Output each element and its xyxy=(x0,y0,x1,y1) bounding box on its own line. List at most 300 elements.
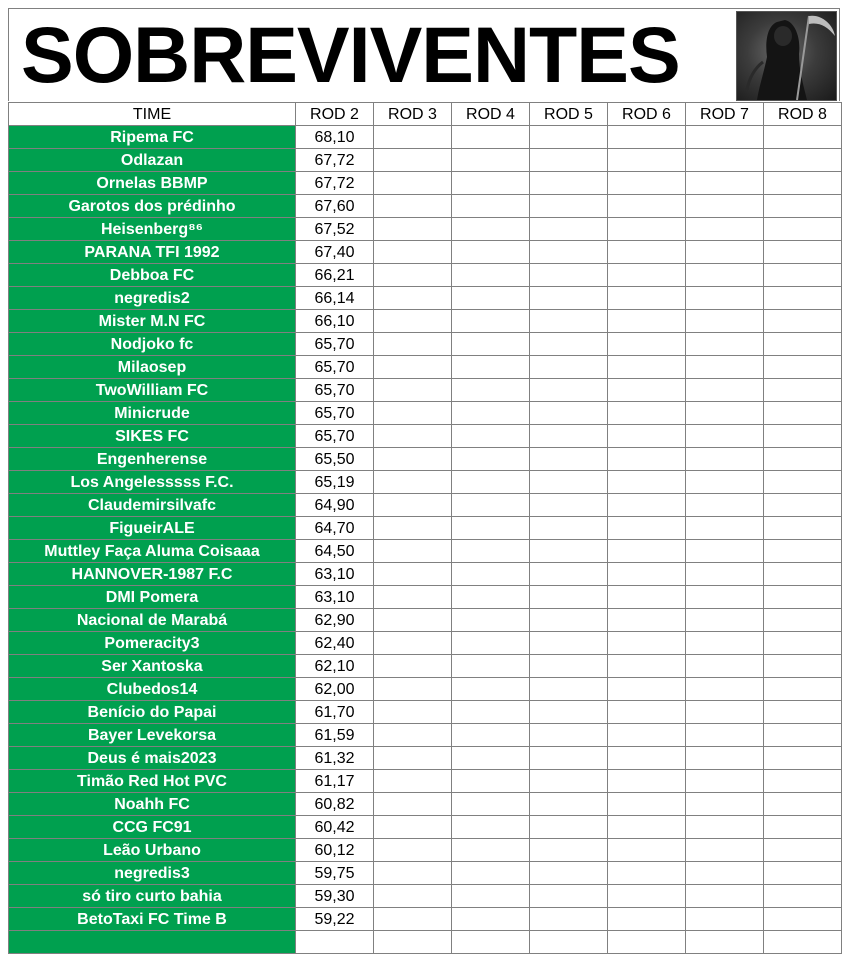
rod7-score-cell[interactable] xyxy=(686,241,764,264)
team-name-cell[interactable]: Engenherense xyxy=(9,448,296,471)
team-name-cell[interactable]: Pomeracity3 xyxy=(9,632,296,655)
rod6-score-cell[interactable] xyxy=(608,310,686,333)
rod4-score-cell[interactable] xyxy=(452,632,530,655)
rod5-score-cell[interactable] xyxy=(530,218,608,241)
rod8-score-cell[interactable] xyxy=(764,333,842,356)
rod4-score-cell[interactable] xyxy=(452,126,530,149)
rod3-score-cell[interactable] xyxy=(374,195,452,218)
team-name-cell[interactable]: TwoWilliam FC xyxy=(9,379,296,402)
rod8-score-cell[interactable] xyxy=(764,632,842,655)
rod2-score-cell[interactable]: 65,70 xyxy=(296,402,374,425)
team-name-cell[interactable]: Nodjoko fc xyxy=(9,333,296,356)
rod6-score-cell[interactable] xyxy=(608,402,686,425)
rod5-score-cell[interactable] xyxy=(530,494,608,517)
team-name-cell[interactable]: Bayer Levekorsa xyxy=(9,724,296,747)
rod2-score-cell[interactable]: 64,90 xyxy=(296,494,374,517)
team-name-cell[interactable]: SIKES FC xyxy=(9,425,296,448)
rod5-score-cell[interactable] xyxy=(530,356,608,379)
rod6-score-cell[interactable] xyxy=(608,425,686,448)
table-row xyxy=(9,356,842,379)
rod3-score-cell[interactable] xyxy=(374,471,452,494)
rod5-score-cell[interactable] xyxy=(530,310,608,333)
rod4-score-cell[interactable] xyxy=(452,241,530,264)
rod7-score-cell[interactable] xyxy=(686,379,764,402)
rod8-score-cell[interactable] xyxy=(764,126,842,149)
rod6-score-cell[interactable] xyxy=(608,724,686,747)
rod2-score-cell[interactable]: 64,50 xyxy=(296,540,374,563)
rod5-score-cell[interactable] xyxy=(530,862,608,885)
rod4-score-cell[interactable] xyxy=(452,747,530,770)
rod2-score-cell[interactable]: 66,14 xyxy=(296,287,374,310)
team-name-cell[interactable]: Debboa FC xyxy=(9,264,296,287)
team-name-cell[interactable]: Los Angelesssss F.C. xyxy=(9,471,296,494)
rod5-score-cell[interactable] xyxy=(530,632,608,655)
rod4-score-cell[interactable] xyxy=(452,264,530,287)
team-name-cell[interactable]: PARANA TFI 1992 xyxy=(9,241,296,264)
column-header-time[interactable]: TIME xyxy=(9,103,296,126)
rod4-score-cell[interactable] xyxy=(452,793,530,816)
rod7-score-cell[interactable] xyxy=(686,655,764,678)
rod3-score-cell[interactable] xyxy=(374,356,452,379)
rod4-score-cell[interactable] xyxy=(452,540,530,563)
rod7-score-cell[interactable] xyxy=(686,678,764,701)
rod4-score-cell[interactable] xyxy=(452,494,530,517)
rod7-score-cell[interactable] xyxy=(686,540,764,563)
rod5-score-cell[interactable] xyxy=(530,540,608,563)
empty-cell[interactable] xyxy=(296,931,374,954)
rod6-score-cell[interactable] xyxy=(608,448,686,471)
rod8-score-cell[interactable] xyxy=(764,609,842,632)
rod5-score-cell[interactable] xyxy=(530,287,608,310)
rod3-score-cell[interactable] xyxy=(374,172,452,195)
rod2-score-cell[interactable]: 62,00 xyxy=(296,678,374,701)
rod3-score-cell[interactable] xyxy=(374,908,452,931)
rod4-score-cell[interactable] xyxy=(452,310,530,333)
rod6-score-cell[interactable] xyxy=(608,172,686,195)
rod3-score-cell[interactable] xyxy=(374,793,452,816)
rod3-score-cell[interactable] xyxy=(374,816,452,839)
rod5-score-cell[interactable] xyxy=(530,172,608,195)
rod4-score-cell[interactable] xyxy=(452,678,530,701)
rod2-score-cell[interactable]: 60,12 xyxy=(296,839,374,862)
team-name-cell[interactable]: HANNOVER-1987 F.C xyxy=(9,563,296,586)
rod5-score-cell[interactable] xyxy=(530,195,608,218)
rod5-score-cell[interactable] xyxy=(530,264,608,287)
rod2-score-cell[interactable]: 61,70 xyxy=(296,701,374,724)
rod8-score-cell[interactable] xyxy=(764,195,842,218)
rod8-score-cell[interactable] xyxy=(764,379,842,402)
team-name-cell[interactable]: Clubedos14 xyxy=(9,678,296,701)
empty-cell[interactable] xyxy=(9,931,296,954)
rod5-score-cell[interactable] xyxy=(530,747,608,770)
rod7-score-cell[interactable] xyxy=(686,333,764,356)
rod5-score-cell[interactable] xyxy=(530,586,608,609)
rod8-score-cell[interactable] xyxy=(764,218,842,241)
rod4-score-cell[interactable] xyxy=(452,448,530,471)
rod6-score-cell[interactable] xyxy=(608,586,686,609)
rod7-score-cell[interactable] xyxy=(686,126,764,149)
rod7-score-cell[interactable] xyxy=(686,494,764,517)
rod4-score-cell[interactable] xyxy=(452,885,530,908)
table-row xyxy=(9,816,842,839)
rod7-score-cell[interactable] xyxy=(686,862,764,885)
rod2-score-cell[interactable]: 61,32 xyxy=(296,747,374,770)
rod7-score-cell[interactable] xyxy=(686,747,764,770)
rod2-score-cell[interactable]: 67,40 xyxy=(296,241,374,264)
rod5-score-cell[interactable] xyxy=(530,425,608,448)
empty-cell[interactable] xyxy=(608,931,686,954)
rod4-score-cell[interactable] xyxy=(452,172,530,195)
team-name-cell[interactable]: Mister M.N FC xyxy=(9,310,296,333)
rod4-score-cell[interactable] xyxy=(452,333,530,356)
rod5-score-cell[interactable] xyxy=(530,448,608,471)
rod2-score-cell[interactable]: 59,75 xyxy=(296,862,374,885)
rod8-score-cell[interactable] xyxy=(764,908,842,931)
rod3-score-cell[interactable] xyxy=(374,218,452,241)
empty-cell[interactable] xyxy=(686,931,764,954)
rod7-score-cell[interactable] xyxy=(686,701,764,724)
rod8-score-cell[interactable] xyxy=(764,655,842,678)
rod3-score-cell[interactable] xyxy=(374,839,452,862)
rod3-score-cell[interactable] xyxy=(374,333,452,356)
rod5-score-cell[interactable] xyxy=(530,333,608,356)
rod5-score-cell[interactable] xyxy=(530,793,608,816)
rod6-score-cell[interactable] xyxy=(608,241,686,264)
rod2-score-cell[interactable]: 67,60 xyxy=(296,195,374,218)
rod6-score-cell[interactable] xyxy=(608,701,686,724)
rod3-score-cell[interactable] xyxy=(374,287,452,310)
rod3-score-cell[interactable] xyxy=(374,724,452,747)
rod4-score-cell[interactable] xyxy=(452,517,530,540)
team-name-cell[interactable]: Ser Xantoska xyxy=(9,655,296,678)
rod7-score-cell[interactable] xyxy=(686,448,764,471)
rod6-score-cell[interactable] xyxy=(608,655,686,678)
rod7-score-cell[interactable] xyxy=(686,586,764,609)
rod4-score-cell[interactable] xyxy=(452,816,530,839)
rod4-score-cell[interactable] xyxy=(452,195,530,218)
rod3-score-cell[interactable] xyxy=(374,149,452,172)
rod2-score-cell[interactable]: 66,21 xyxy=(296,264,374,287)
rod2-score-cell[interactable]: 66,10 xyxy=(296,310,374,333)
rod2-score-cell[interactable]: 67,72 xyxy=(296,149,374,172)
rod5-score-cell[interactable] xyxy=(530,517,608,540)
rod2-score-cell[interactable]: 64,70 xyxy=(296,517,374,540)
rod6-score-cell[interactable] xyxy=(608,609,686,632)
rod6-score-cell[interactable] xyxy=(608,218,686,241)
rod8-score-cell[interactable] xyxy=(764,494,842,517)
rod3-score-cell[interactable] xyxy=(374,517,452,540)
rod2-score-cell[interactable]: 65,70 xyxy=(296,425,374,448)
rod7-score-cell[interactable] xyxy=(686,310,764,333)
team-name-cell[interactable]: só tiro curto bahia xyxy=(9,885,296,908)
rod5-score-cell[interactable] xyxy=(530,816,608,839)
rod6-score-cell[interactable] xyxy=(608,471,686,494)
rod4-score-cell[interactable] xyxy=(452,908,530,931)
rod5-score-cell[interactable] xyxy=(530,839,608,862)
rod8-score-cell[interactable] xyxy=(764,793,842,816)
rod3-score-cell[interactable] xyxy=(374,241,452,264)
rod6-score-cell[interactable] xyxy=(608,287,686,310)
team-name-cell[interactable]: Leão Urbano xyxy=(9,839,296,862)
rod3-score-cell[interactable] xyxy=(374,655,452,678)
rod5-score-cell[interactable] xyxy=(530,241,608,264)
column-header-rod-7[interactable]: ROD 7 xyxy=(686,103,764,126)
rod4-score-cell[interactable] xyxy=(452,563,530,586)
rod2-score-cell[interactable]: 65,50 xyxy=(296,448,374,471)
rod6-score-cell[interactable] xyxy=(608,816,686,839)
rod6-score-cell[interactable] xyxy=(608,908,686,931)
rod6-score-cell[interactable] xyxy=(608,678,686,701)
rod6-score-cell[interactable] xyxy=(608,839,686,862)
rod7-score-cell[interactable] xyxy=(686,908,764,931)
rod3-score-cell[interactable] xyxy=(374,747,452,770)
team-name-cell[interactable]: Timão Red Hot PVC xyxy=(9,770,296,793)
team-name-cell[interactable]: Minicrude xyxy=(9,402,296,425)
rod2-score-cell[interactable]: 59,30 xyxy=(296,885,374,908)
rod3-score-cell[interactable] xyxy=(374,770,452,793)
rod7-score-cell[interactable] xyxy=(686,287,764,310)
rod8-score-cell[interactable] xyxy=(764,724,842,747)
rod5-score-cell[interactable] xyxy=(530,149,608,172)
rod8-score-cell[interactable] xyxy=(764,149,842,172)
rod2-score-cell[interactable]: 63,10 xyxy=(296,563,374,586)
rod2-score-cell[interactable]: 63,10 xyxy=(296,586,374,609)
rod7-score-cell[interactable] xyxy=(686,149,764,172)
rod6-score-cell[interactable] xyxy=(608,885,686,908)
rod6-score-cell[interactable] xyxy=(608,264,686,287)
rod5-score-cell[interactable] xyxy=(530,609,608,632)
rod4-score-cell[interactable] xyxy=(452,425,530,448)
column-header-rod-6[interactable]: ROD 6 xyxy=(608,103,686,126)
rod2-score-cell[interactable]: 61,17 xyxy=(296,770,374,793)
rod8-score-cell[interactable] xyxy=(764,241,842,264)
rod5-score-cell[interactable] xyxy=(530,402,608,425)
rod4-score-cell[interactable] xyxy=(452,287,530,310)
column-header-rod-4[interactable]: ROD 4 xyxy=(452,103,530,126)
rod6-score-cell[interactable] xyxy=(608,126,686,149)
team-name-cell[interactable]: Noahh FC xyxy=(9,793,296,816)
rod2-score-cell[interactable]: 65,19 xyxy=(296,471,374,494)
rod3-score-cell[interactable] xyxy=(374,885,452,908)
rod5-score-cell[interactable] xyxy=(530,678,608,701)
rod8-score-cell[interactable] xyxy=(764,448,842,471)
rod5-score-cell[interactable] xyxy=(530,471,608,494)
rod3-score-cell[interactable] xyxy=(374,264,452,287)
rod3-score-cell[interactable] xyxy=(374,310,452,333)
rod3-score-cell[interactable] xyxy=(374,126,452,149)
rod8-score-cell[interactable] xyxy=(764,839,842,862)
rod7-score-cell[interactable] xyxy=(686,793,764,816)
rod6-score-cell[interactable] xyxy=(608,793,686,816)
team-name-cell[interactable]: Garotos dos prédinho xyxy=(9,195,296,218)
rod8-score-cell[interactable] xyxy=(764,816,842,839)
rod2-score-cell[interactable]: 65,70 xyxy=(296,356,374,379)
rod8-score-cell[interactable] xyxy=(764,770,842,793)
rod3-score-cell[interactable] xyxy=(374,563,452,586)
empty-cell[interactable] xyxy=(764,931,842,954)
team-name-cell[interactable]: negredis3 xyxy=(9,862,296,885)
rod7-score-cell[interactable] xyxy=(686,195,764,218)
rod4-score-cell[interactable] xyxy=(452,770,530,793)
rod8-score-cell[interactable] xyxy=(764,425,842,448)
rod5-score-cell[interactable] xyxy=(530,655,608,678)
rod3-score-cell[interactable] xyxy=(374,701,452,724)
rod5-score-cell[interactable] xyxy=(530,701,608,724)
rod6-score-cell[interactable] xyxy=(608,379,686,402)
rod7-score-cell[interactable] xyxy=(686,609,764,632)
rod4-score-cell[interactable] xyxy=(452,149,530,172)
rod8-score-cell[interactable] xyxy=(764,264,842,287)
team-name-cell[interactable]: Ripema FC xyxy=(9,126,296,149)
rod3-score-cell[interactable] xyxy=(374,632,452,655)
rod7-score-cell[interactable] xyxy=(686,724,764,747)
rod4-score-cell[interactable] xyxy=(452,218,530,241)
rod4-score-cell[interactable] xyxy=(452,402,530,425)
rod8-score-cell[interactable] xyxy=(764,356,842,379)
team-name-cell[interactable]: Nacional de Marabá xyxy=(9,609,296,632)
rod5-score-cell[interactable] xyxy=(530,885,608,908)
rod4-score-cell[interactable] xyxy=(452,724,530,747)
rod3-score-cell[interactable] xyxy=(374,586,452,609)
rod3-score-cell[interactable] xyxy=(374,678,452,701)
rod7-score-cell[interactable] xyxy=(686,816,764,839)
team-name-cell[interactable]: Ornelas BBMP xyxy=(9,172,296,195)
rod6-score-cell[interactable] xyxy=(608,149,686,172)
team-name-cell[interactable]: Muttley Faça Aluma Coisaaa xyxy=(9,540,296,563)
rod4-score-cell[interactable] xyxy=(452,655,530,678)
rod8-score-cell[interactable] xyxy=(764,310,842,333)
rod4-score-cell[interactable] xyxy=(452,701,530,724)
rod7-score-cell[interactable] xyxy=(686,172,764,195)
rod7-score-cell[interactable] xyxy=(686,770,764,793)
rod2-score-cell[interactable]: 65,70 xyxy=(296,379,374,402)
rod5-score-cell[interactable] xyxy=(530,724,608,747)
rod3-score-cell[interactable] xyxy=(374,379,452,402)
team-name-cell[interactable]: FigueirALE xyxy=(9,517,296,540)
rod7-score-cell[interactable] xyxy=(686,517,764,540)
rod6-score-cell[interactable] xyxy=(608,747,686,770)
rod6-score-cell[interactable] xyxy=(608,862,686,885)
rod2-score-cell[interactable]: 68,10 xyxy=(296,126,374,149)
team-name-cell[interactable]: DMI Pomera xyxy=(9,586,296,609)
rod8-score-cell[interactable] xyxy=(764,402,842,425)
rod2-score-cell[interactable]: 61,59 xyxy=(296,724,374,747)
rod4-score-cell[interactable] xyxy=(452,379,530,402)
rod2-score-cell[interactable]: 60,42 xyxy=(296,816,374,839)
rod8-score-cell[interactable] xyxy=(764,517,842,540)
rod8-score-cell[interactable] xyxy=(764,586,842,609)
team-name-cell[interactable]: Milaosep xyxy=(9,356,296,379)
header-row xyxy=(9,103,842,126)
rod6-score-cell[interactable] xyxy=(608,517,686,540)
rod6-score-cell[interactable] xyxy=(608,494,686,517)
rod5-score-cell[interactable] xyxy=(530,908,608,931)
rod8-score-cell[interactable] xyxy=(764,563,842,586)
team-name-cell[interactable]: Benício do Papai xyxy=(9,701,296,724)
rod2-score-cell[interactable]: 59,22 xyxy=(296,908,374,931)
rod3-score-cell[interactable] xyxy=(374,540,452,563)
rod4-score-cell[interactable] xyxy=(452,586,530,609)
rod7-score-cell[interactable] xyxy=(686,471,764,494)
table-row xyxy=(9,448,842,471)
rod8-score-cell[interactable] xyxy=(764,885,842,908)
rod7-score-cell[interactable] xyxy=(686,885,764,908)
team-name-cell[interactable]: Deus é mais2023 xyxy=(9,747,296,770)
rod4-score-cell[interactable] xyxy=(452,356,530,379)
rod6-score-cell[interactable] xyxy=(608,540,686,563)
rod7-score-cell[interactable] xyxy=(686,264,764,287)
rod8-score-cell[interactable] xyxy=(764,471,842,494)
rod8-score-cell[interactable] xyxy=(764,540,842,563)
rod5-score-cell[interactable] xyxy=(530,770,608,793)
rod8-score-cell[interactable] xyxy=(764,747,842,770)
team-name-cell[interactable]: Heisenberg⁸⁶ xyxy=(9,218,296,241)
rod4-score-cell[interactable] xyxy=(452,609,530,632)
team-name-cell[interactable]: BetoTaxi FC Time B xyxy=(9,908,296,931)
rod2-score-cell[interactable]: 60,82 xyxy=(296,793,374,816)
rod7-score-cell[interactable] xyxy=(686,356,764,379)
rod8-score-cell[interactable] xyxy=(764,862,842,885)
team-name-cell[interactable]: CCG FC91 xyxy=(9,816,296,839)
rod7-score-cell[interactable] xyxy=(686,839,764,862)
rod8-score-cell[interactable] xyxy=(764,172,842,195)
rod7-score-cell[interactable] xyxy=(686,218,764,241)
column-header-rod-3[interactable]: ROD 3 xyxy=(374,103,452,126)
rod7-score-cell[interactable] xyxy=(686,402,764,425)
column-header-rod-2[interactable]: ROD 2 xyxy=(296,103,374,126)
rod2-score-cell[interactable]: 62,10 xyxy=(296,655,374,678)
team-name-cell[interactable]: negredis2 xyxy=(9,287,296,310)
rod7-score-cell[interactable] xyxy=(686,425,764,448)
empty-cell[interactable] xyxy=(452,931,530,954)
rod6-score-cell[interactable] xyxy=(608,770,686,793)
rod8-score-cell[interactable] xyxy=(764,701,842,724)
rod2-score-cell[interactable]: 65,70 xyxy=(296,333,374,356)
empty-cell[interactable] xyxy=(374,931,452,954)
rod6-score-cell[interactable] xyxy=(608,563,686,586)
rod2-score-cell[interactable]: 67,72 xyxy=(296,172,374,195)
empty-cell[interactable] xyxy=(530,931,608,954)
rod2-score-cell[interactable]: 67,52 xyxy=(296,218,374,241)
rod5-score-cell[interactable] xyxy=(530,126,608,149)
rod7-score-cell[interactable] xyxy=(686,632,764,655)
rod2-score-cell[interactable]: 62,40 xyxy=(296,632,374,655)
rod5-score-cell[interactable] xyxy=(530,563,608,586)
rod6-score-cell[interactable] xyxy=(608,356,686,379)
rod6-score-cell[interactable] xyxy=(608,333,686,356)
rod3-score-cell[interactable] xyxy=(374,402,452,425)
rod5-score-cell[interactable] xyxy=(530,379,608,402)
rod3-score-cell[interactable] xyxy=(374,609,452,632)
column-header-rod-5[interactable]: ROD 5 xyxy=(530,103,608,126)
rod6-score-cell[interactable] xyxy=(608,632,686,655)
rod6-score-cell[interactable] xyxy=(608,195,686,218)
rod3-score-cell[interactable] xyxy=(374,494,452,517)
rod4-score-cell[interactable] xyxy=(452,839,530,862)
rod2-score-cell[interactable]: 62,90 xyxy=(296,609,374,632)
rod3-score-cell[interactable] xyxy=(374,862,452,885)
rod3-score-cell[interactable] xyxy=(374,425,452,448)
team-name-cell[interactable]: Claudemirsilvafc xyxy=(9,494,296,517)
rod4-score-cell[interactable] xyxy=(452,471,530,494)
rod7-score-cell[interactable] xyxy=(686,563,764,586)
rod3-score-cell[interactable] xyxy=(374,448,452,471)
rod8-score-cell[interactable] xyxy=(764,678,842,701)
column-header-rod-8[interactable]: ROD 8 xyxy=(764,103,842,126)
rod4-score-cell[interactable] xyxy=(452,862,530,885)
rod8-score-cell[interactable] xyxy=(764,287,842,310)
team-name-cell[interactable]: Odlazan xyxy=(9,149,296,172)
